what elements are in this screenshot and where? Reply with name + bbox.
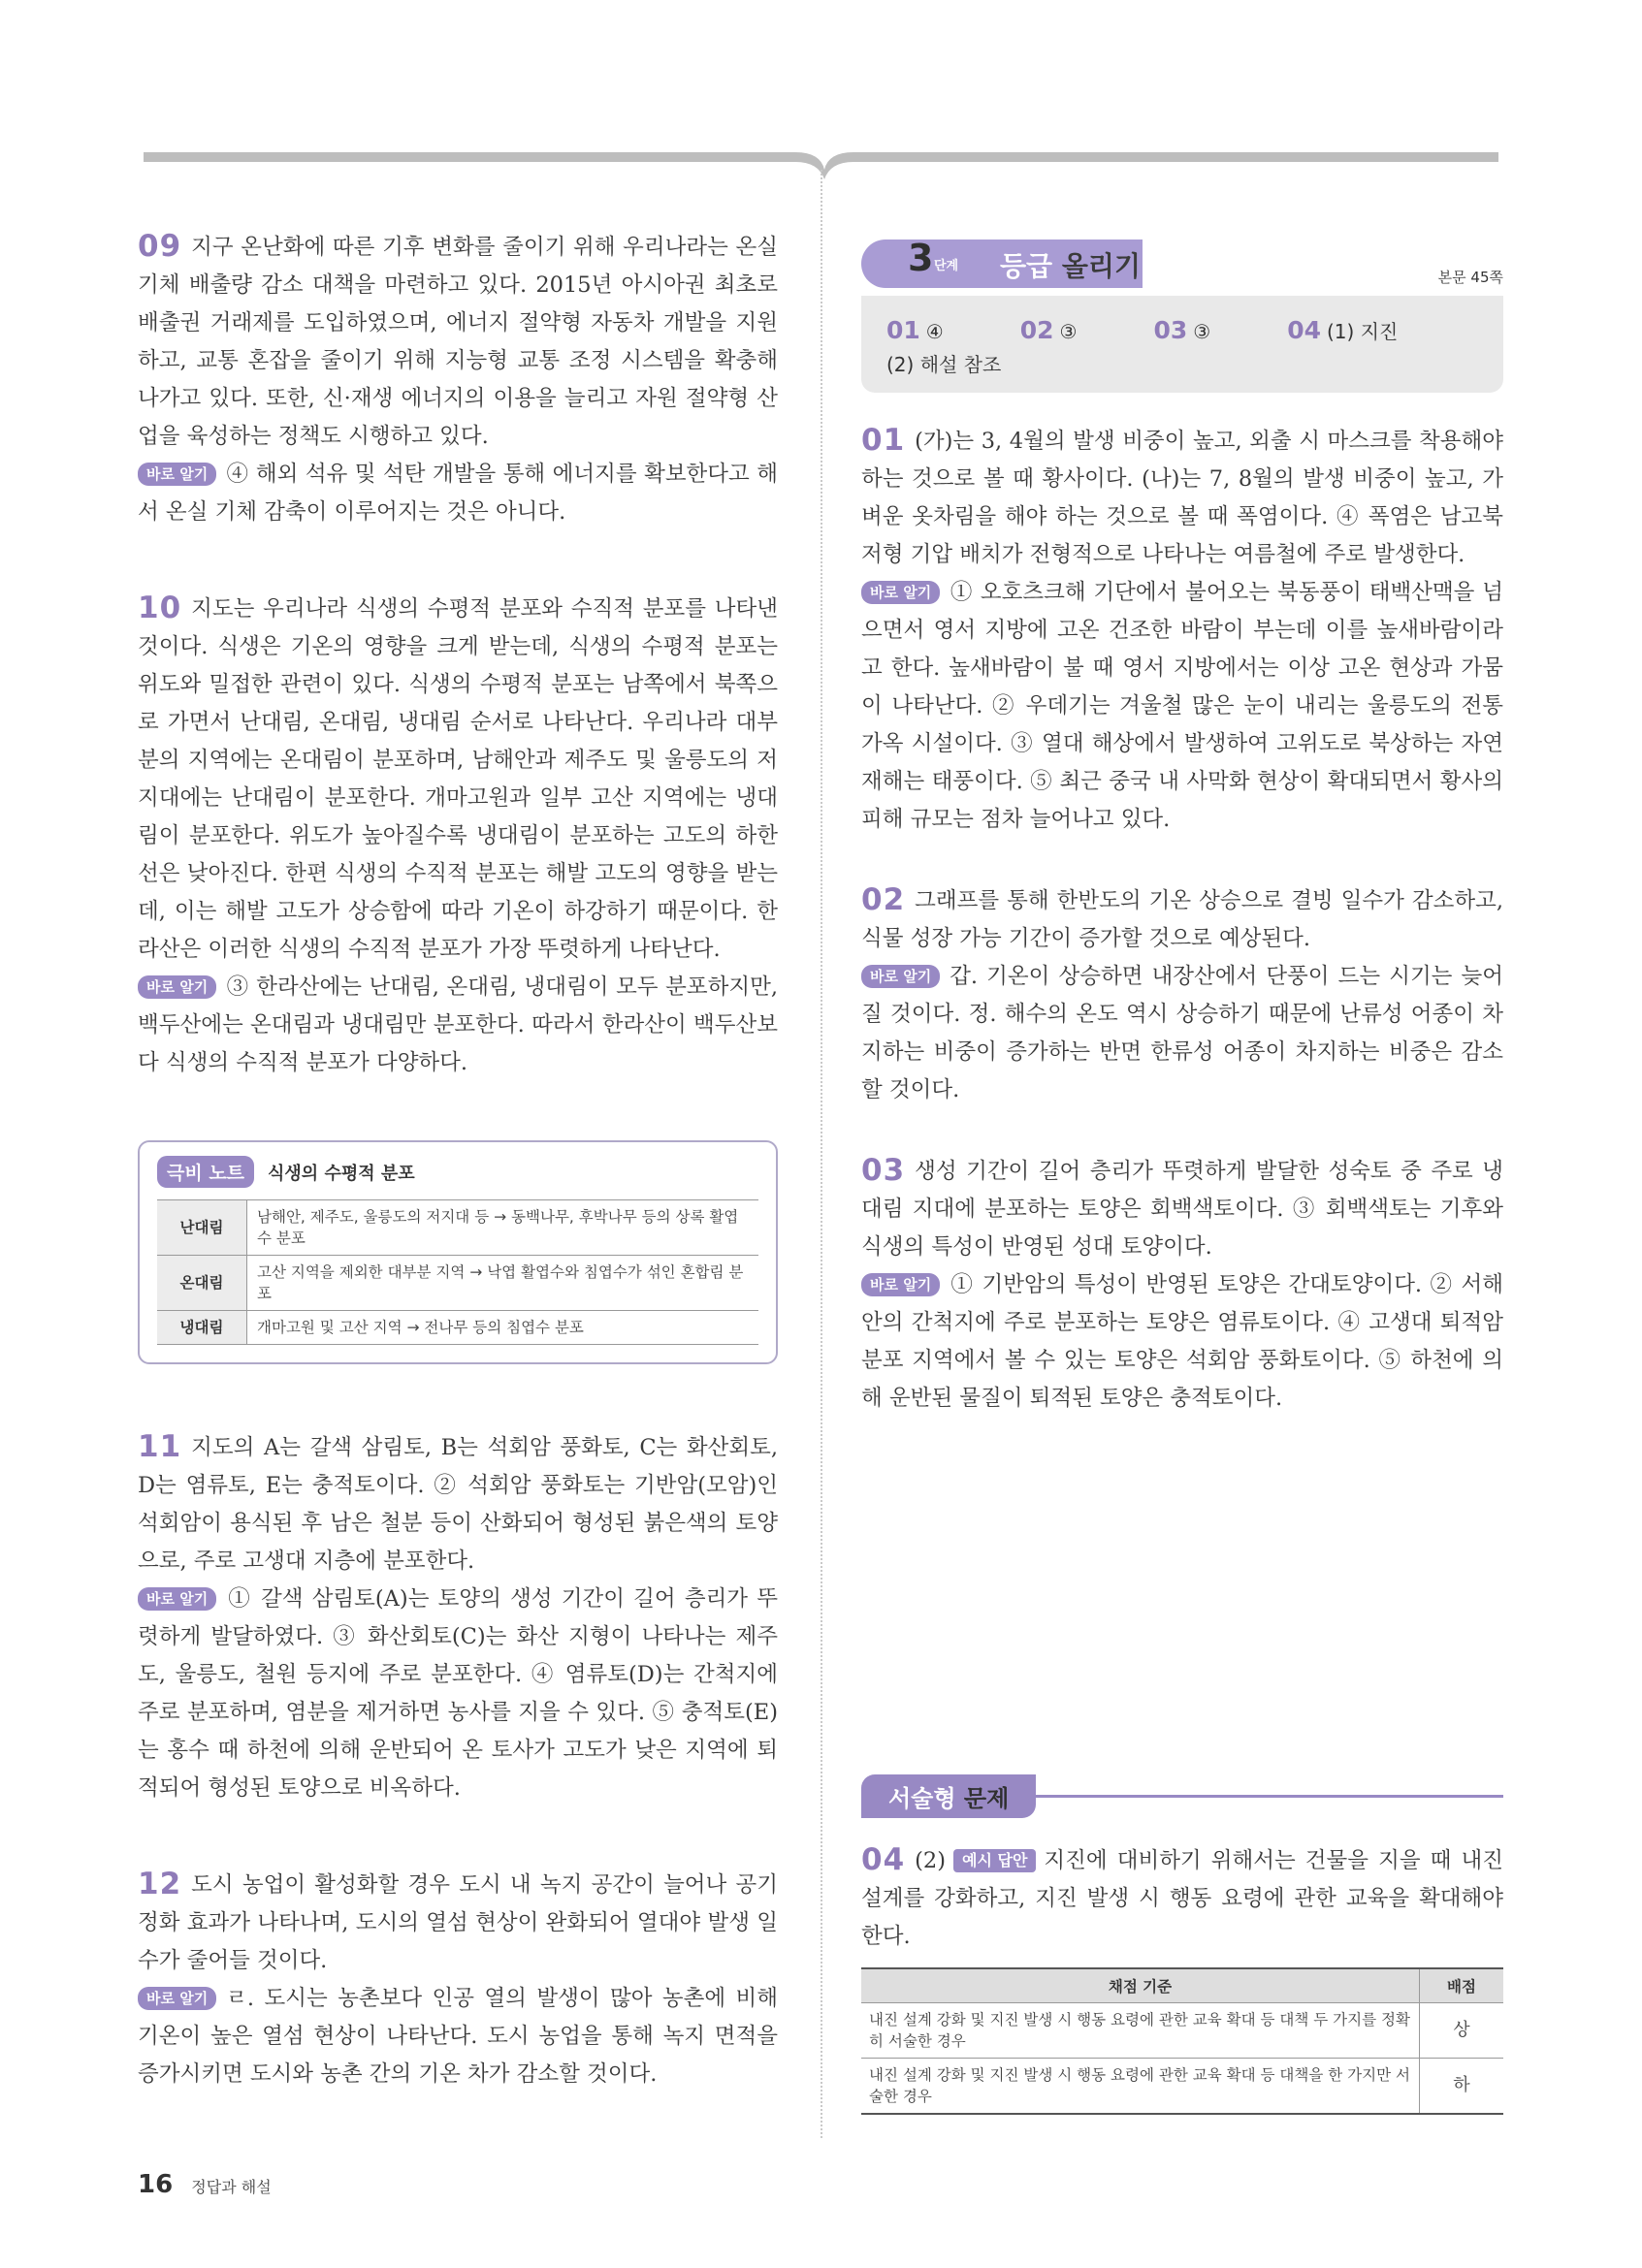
answer-item: 04 (1) 지진 xyxy=(1287,315,1399,344)
stage-header xyxy=(861,228,1503,296)
top-decorative-bar xyxy=(0,0,1642,194)
question-r02 xyxy=(861,881,1503,1109)
stage-number: 3 xyxy=(908,237,934,279)
stage-unit: 단계 xyxy=(934,259,959,273)
answer-item: 01 ④ xyxy=(886,315,944,344)
grading-table xyxy=(861,1967,1503,2115)
grading-score: 상 xyxy=(1420,2003,1504,2059)
explanation-text: 지구 온난화에 따른 기후 변화를 줄이기 위해 우리나라는 온실 기체 배출량 감소 대책을 마련하고 있다. 2015년 아시아권 최초로 배출권 거래제를 도입하였으며, 에너지 절약형 자동차 개발을 지원하고, 교통 혼잡을 줄이기 위해 지능형 교통 조정 시스템을 확충해 나가고 있다. 또한, 신·재생 에너지의 이용을 늘리고 자원 절약형 산업을 육성하는 정책도 시행하고 있다. xyxy=(138,235,778,449)
correction-tag: 바로 알기 xyxy=(138,975,216,999)
question-r04 xyxy=(861,1841,1503,1956)
table-row xyxy=(861,2003,1503,2059)
essay-label: 서술형 문제 xyxy=(861,1774,1036,1818)
question-r01 xyxy=(861,422,1503,839)
page-number: 16 xyxy=(138,2170,174,2199)
question-11 xyxy=(138,1428,778,1807)
question-09 xyxy=(138,228,778,531)
question-number: 02 xyxy=(861,882,906,917)
grading-header-score: 배점 xyxy=(1420,1968,1504,2003)
footer-title: 정답과 해설 xyxy=(191,2178,272,2196)
answer-text: 지진에 대비하기 위해서는 건물을 지을 때 내진 설계를 강화하고, 지진 발생 시 행동 요령에 관한 교육을 확대해야 한다. xyxy=(861,1848,1503,1949)
answer-item: (2) 해설 참조 xyxy=(886,352,1002,376)
table-key: 냉대림 xyxy=(157,1311,247,1345)
question-number: 04 xyxy=(861,1842,906,1877)
table-row xyxy=(861,2059,1503,2115)
answer-row xyxy=(886,346,1478,379)
answer-item: 03 ③ xyxy=(1153,315,1211,344)
page-reference: 본문 45쪽 xyxy=(1437,269,1503,286)
correction-tag: 바로 알기 xyxy=(861,965,940,988)
grading-criteria: 내진 설계 강화 및 지진 발생 시 행동 요령에 관한 교육 확대 등 대책을 한 가지만 서술한 경우 xyxy=(861,2059,1420,2115)
grading-score: 하 xyxy=(1420,2059,1504,2115)
stage-title-b: 올리기 xyxy=(1052,250,1142,282)
explanation-text: 생성 기간이 길어 층리가 뚜렷하게 발달한 성숙토 중 주로 냉대림 지대에 분포하는 토양은 회백색토이다. ③ 회백색토는 기후와 식생의 특성이 반영된 성대 토양이다. xyxy=(861,1159,1503,1260)
stage-title xyxy=(1000,245,1141,284)
explanation-text: 그래프를 통해 한반도의 기온 상승으로 결빙 일수가 감소하고, 식물 성장 가능 기간이 증가할 것으로 예상된다. xyxy=(861,888,1503,951)
sample-answer-tag: 예시 답안 xyxy=(953,1849,1036,1872)
table-row xyxy=(157,1311,758,1345)
vegetation-table xyxy=(157,1199,758,1345)
question-12 xyxy=(138,1866,778,2093)
stage-title-a: 등급 xyxy=(1000,250,1053,282)
correction-text: ① 기반암의 특성이 반영된 토양은 간대토양이다. ② 서해안의 간척지에 주로 분포하는 토양은 염류토이다. ④ 고생대 퇴적암 분포 지역에서 볼 수 있는 토양은 석회암 풍화토이다. ⑤ 하천에 의해 운반된 물질이 퇴적된 토양은 충적토이다. xyxy=(861,1272,1503,1411)
note-title: 식생의 수평적 분포 xyxy=(268,1163,415,1184)
answer-item: 02 ③ xyxy=(1019,315,1078,344)
correction-text: ④ 해외 석유 및 석탄 개발을 통해 에너지를 확보한다고 해서 온실 기체 감축이 이루어지는 것은 아니다. xyxy=(138,462,778,525)
sub-question: (2) xyxy=(915,1848,947,1873)
essay-section xyxy=(861,1774,1503,2115)
question-number: 03 xyxy=(861,1153,906,1188)
page-footer xyxy=(138,2170,272,2199)
table-key: 온대림 xyxy=(157,1256,247,1311)
table-key: 난대림 xyxy=(157,1200,247,1256)
table-row xyxy=(157,1256,758,1311)
correction-text: 갑. 기온이 상승하면 내장산에서 단풍이 드는 시기는 늦어질 것이다. 정. 해수의 온도 역시 상승하기 때문에 난류성 어종이 차지하는 비중이 증가하는 반면 한류성 어종이 차지하는 비중은 감소할 것이다. xyxy=(861,964,1503,1102)
table-row xyxy=(157,1200,758,1256)
secret-note-box xyxy=(138,1140,778,1364)
table-value: 개마고원 및 고산 지역 → 전나무 등의 침엽수 분포 xyxy=(247,1311,759,1345)
correction-text: ③ 한라산에는 난대림, 온대림, 냉대림이 모두 분포하지만, 백두산에는 온대림과 냉대림만 분포한다. 따라서 한라산이 백두산보다 식생의 수직적 분포가 다양하다. xyxy=(138,974,778,1075)
column-divider xyxy=(821,170,822,2138)
correction-text: ㄹ. 도시는 농촌보다 인공 열의 발생이 많아 농촌에 비해 기온이 높은 열섬 현상이 나타난다. 도시 농업을 통해 녹지 면적을 증가시키면 도시와 농촌 간의 기온 차가 감소할 것이다. xyxy=(138,1986,778,2087)
explanation-text: 지도의 A는 갈색 삼림토, B는 석회암 풍화토, C는 화산회토, D는 염류토, E는 충적토이다. ② 석회암 풍화토는 기반암(모암)인 석회암이 용식된 후 남은 철분 등이 산화되어 형성된 붉은색의 토양으로, 주로 고생대 지층에 분포한다. xyxy=(138,1435,778,1574)
explanation-text: 지도는 우리나라 식생의 수평적 분포와 수직적 분포를 나타낸 것이다. 식생은 기온의 영향을 크게 받는데, 식생의 수평적 분포는 위도와 밀접한 관련이 있다. 식생의 수평적 분포는 남쪽에서 북쪽으로 가면서 난대림, 온대림, 냉대림 순서로 나타난다. 우리나라 대부분의 지역에는 온대림이 분포하며, 남해안과 제주도 및 울릉도의 저지대에는 난대림이 분포한다. 개마고원과 일부 고산 지역에는 냉대림이 분포한다. 위도가 높아질수록 냉대림이 분포하는 고도의 하한선은 낮아진다. 한편 식생의 수직적 분포는 해발 고도의 영향을 받는데, 이는 해발 고도가 상승함에 따라 기온이 하강하기 때문이다. 한라산은 이러한 식생의 수직적 분포가 가장 뚜렷하게 나타난다. xyxy=(138,596,778,962)
correction-text: ① 갈색 삼림토(A)는 토양의 생성 기간이 길어 층리가 뚜렷하게 발달하였다. ③ 화산회토(C)는 화산 지형이 나타나는 제주도, 울릉도, 철원 등지에 주로 분포한다. ④ 염류토(D)는 간척지에 주로 분포하며, 염분을 제거하면 농사를 지을 수 있다. ⑤ 충적토(E)는 홍수 때 하천에 의해 운반되어 온 토사가 고도가 낮은 지역에 퇴적되어 형성된 토양으로 비옥하다. xyxy=(138,1586,778,1801)
essay-rule xyxy=(1036,1795,1503,1798)
grading-header-criteria: 채점 기준 xyxy=(861,1968,1420,2003)
correction-tag: 바로 알기 xyxy=(861,1273,940,1296)
table-value: 남해안, 제주도, 울릉도의 저지대 등 → 동백나무, 후박나무 등의 상록 활엽수 분포 xyxy=(247,1200,759,1256)
left-column xyxy=(138,228,778,2152)
question-number: 11 xyxy=(138,1429,182,1464)
answer-key-box xyxy=(861,296,1503,393)
explanation-text: (가)는 3, 4월의 발생 비중이 높고, 외출 시 마스크를 착용해야 하는 것으로 볼 때 황사이다. (나)는 7, 8월의 발생 비중이 높고, 가벼운 옷차림을 해야 하는 것으로 볼 때 폭염이다. ④ 폭염은 남고북저형 기압 배치가 전형적으로 나타나는 여름철에 주로 발생한다. xyxy=(861,429,1503,567)
question-number: 10 xyxy=(138,591,182,625)
question-number: 01 xyxy=(861,423,906,458)
correction-tag: 바로 알기 xyxy=(138,1987,216,2010)
right-column xyxy=(861,228,1503,2105)
table-value: 고산 지역을 제외한 대부분 지역 → 낙엽 활엽수와 침엽수가 섞인 혼합림 분포 xyxy=(247,1256,759,1311)
question-number: 09 xyxy=(138,229,182,264)
answer-row xyxy=(886,313,1478,346)
question-10 xyxy=(138,590,778,1082)
correction-tag: 바로 알기 xyxy=(138,463,216,486)
correction-tag: 바로 알기 xyxy=(138,1587,216,1611)
essay-header xyxy=(861,1774,1503,1818)
explanation-text: 도시 농업이 활성화할 경우 도시 내 녹지 공간이 늘어나 공기 정화 효과가 나타나며, 도시의 열섬 현상이 완화되어 열대야 발생 일수가 줄어들 것이다. xyxy=(138,1872,778,1973)
question-r03 xyxy=(861,1152,1503,1418)
correction-tag: 바로 알기 xyxy=(861,581,940,604)
question-number: 12 xyxy=(138,1867,182,1901)
grading-criteria: 내진 설계 강화 및 지진 발생 시 행동 요령에 관한 교육 확대 등 대책 두 가지를 정확히 서술한 경우 xyxy=(861,2003,1420,2059)
note-label: 극비 노트 xyxy=(157,1156,254,1188)
correction-text: ① 오호츠크해 기단에서 불어오는 북동풍이 태백산맥을 넘으면서 영서 지방에 고온 건조한 바람이 부는데 이를 높새바람이라고 한다. 높새바람이 불 때 영서 지방에서는 이상 고온 현상과 가뭄이 나타난다. ② 우데기는 겨울철 많은 눈이 내리는 울릉도의 전통 가옥 시설이다. ③ 열대 해상에서 발생하여 고위도로 북상하는 자연재해는 태풍이다. ⑤ 최근 중국 내 사막화 현상이 확대되면서 황사의 피해 규모는 점차 늘어나고 있다. xyxy=(861,580,1503,832)
